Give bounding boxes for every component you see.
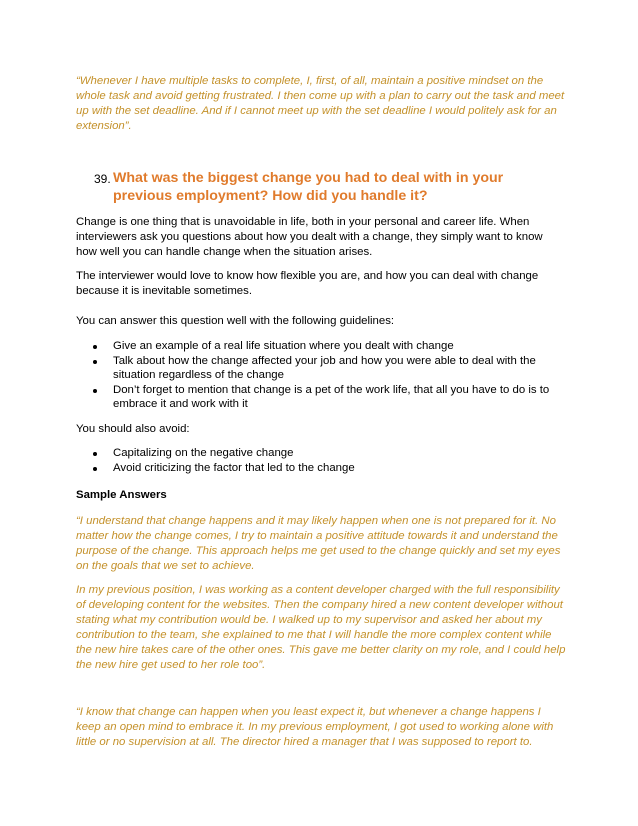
bullet-icon (93, 467, 97, 471)
avoid-list (76, 446, 566, 476)
sample-answer-2: In my previous position, I was working as a content developer charged with the full responsibility of developing content for the websites. Then the company hired a new content developer without stating what my contribution would be. I walked up to my supervisor and asked her about my contribution to the team, she explained to me that I will handle the more complex content while the new hire takes care of the other ones. This gave me better clarity on my role, and I could help the new hire get used to her role too”. (76, 584, 566, 671)
paragraph-avoid-intro: You should also avoid: (76, 423, 190, 435)
list-item: Capitalizing on the negative change (76, 446, 566, 460)
paragraph-flexibility: The interviewer would love to know how flexible you are, and how you can deal with change because it is inevitable sometimes. (76, 270, 539, 297)
sample-answer-3: “I know that change can happen when you least expect it, but whenever a change happens I keep an open mind to embrace it. In my previous employment, I got used to working alone with little or no supervision at all. The director hired a manager that I was supposed to report to. (76, 706, 554, 748)
quote-top: “Whenever I have multiple tasks to complete, I, first, of all, maintain a positive mindset on the whole task and avoid getting frustrated. I then come up with a plan to carry out the task and meet up with the set deadline. And if I cannot meet up with the set deadline I would politely ask for an extension”. (76, 75, 565, 132)
bullet-icon (93, 345, 97, 349)
paragraph-change-intro: Change is one thing that is unavoidable in life, both in your personal and career life. When interviewers ask you questions about how you dealt with a change, they simply want to know how well you can handle change when the situation arises. (76, 216, 543, 258)
paragraph-guidelines-intro: You can answer this question well with the following guidelines: (76, 315, 395, 327)
list-item: Avoid criticizing the factor that led to the change (76, 461, 566, 475)
list-item: Give an example of a real life situation where you dealt with change (76, 339, 566, 353)
bullet-icon (93, 452, 97, 456)
question-text: What was the biggest change you had to deal with in your previous employment? How did you handle it? (113, 170, 504, 204)
list-item: Don’t forget to mention that change is a pet of the work life, that all you have to do is to embrace it and work with it (76, 383, 566, 411)
guidelines-list (76, 339, 566, 412)
sample-answer-1: “I understand that change happens and it may likely happen when one is not prepared for it. No matter how the change comes, I try to maintain a positive attitude towards it and understand the purpose of the change. This approach helps me get used to the change quickly and set my eyes on the goals that we set to achieve. (76, 515, 561, 572)
sample-answers-heading: Sample Answers (76, 489, 167, 501)
bullet-icon (93, 360, 97, 364)
bullet-icon (93, 389, 97, 393)
list-item: Talk about how the change affected your job and how you were able to deal with the situation regardless of the change (76, 354, 566, 382)
question-number: 39. (94, 172, 111, 186)
